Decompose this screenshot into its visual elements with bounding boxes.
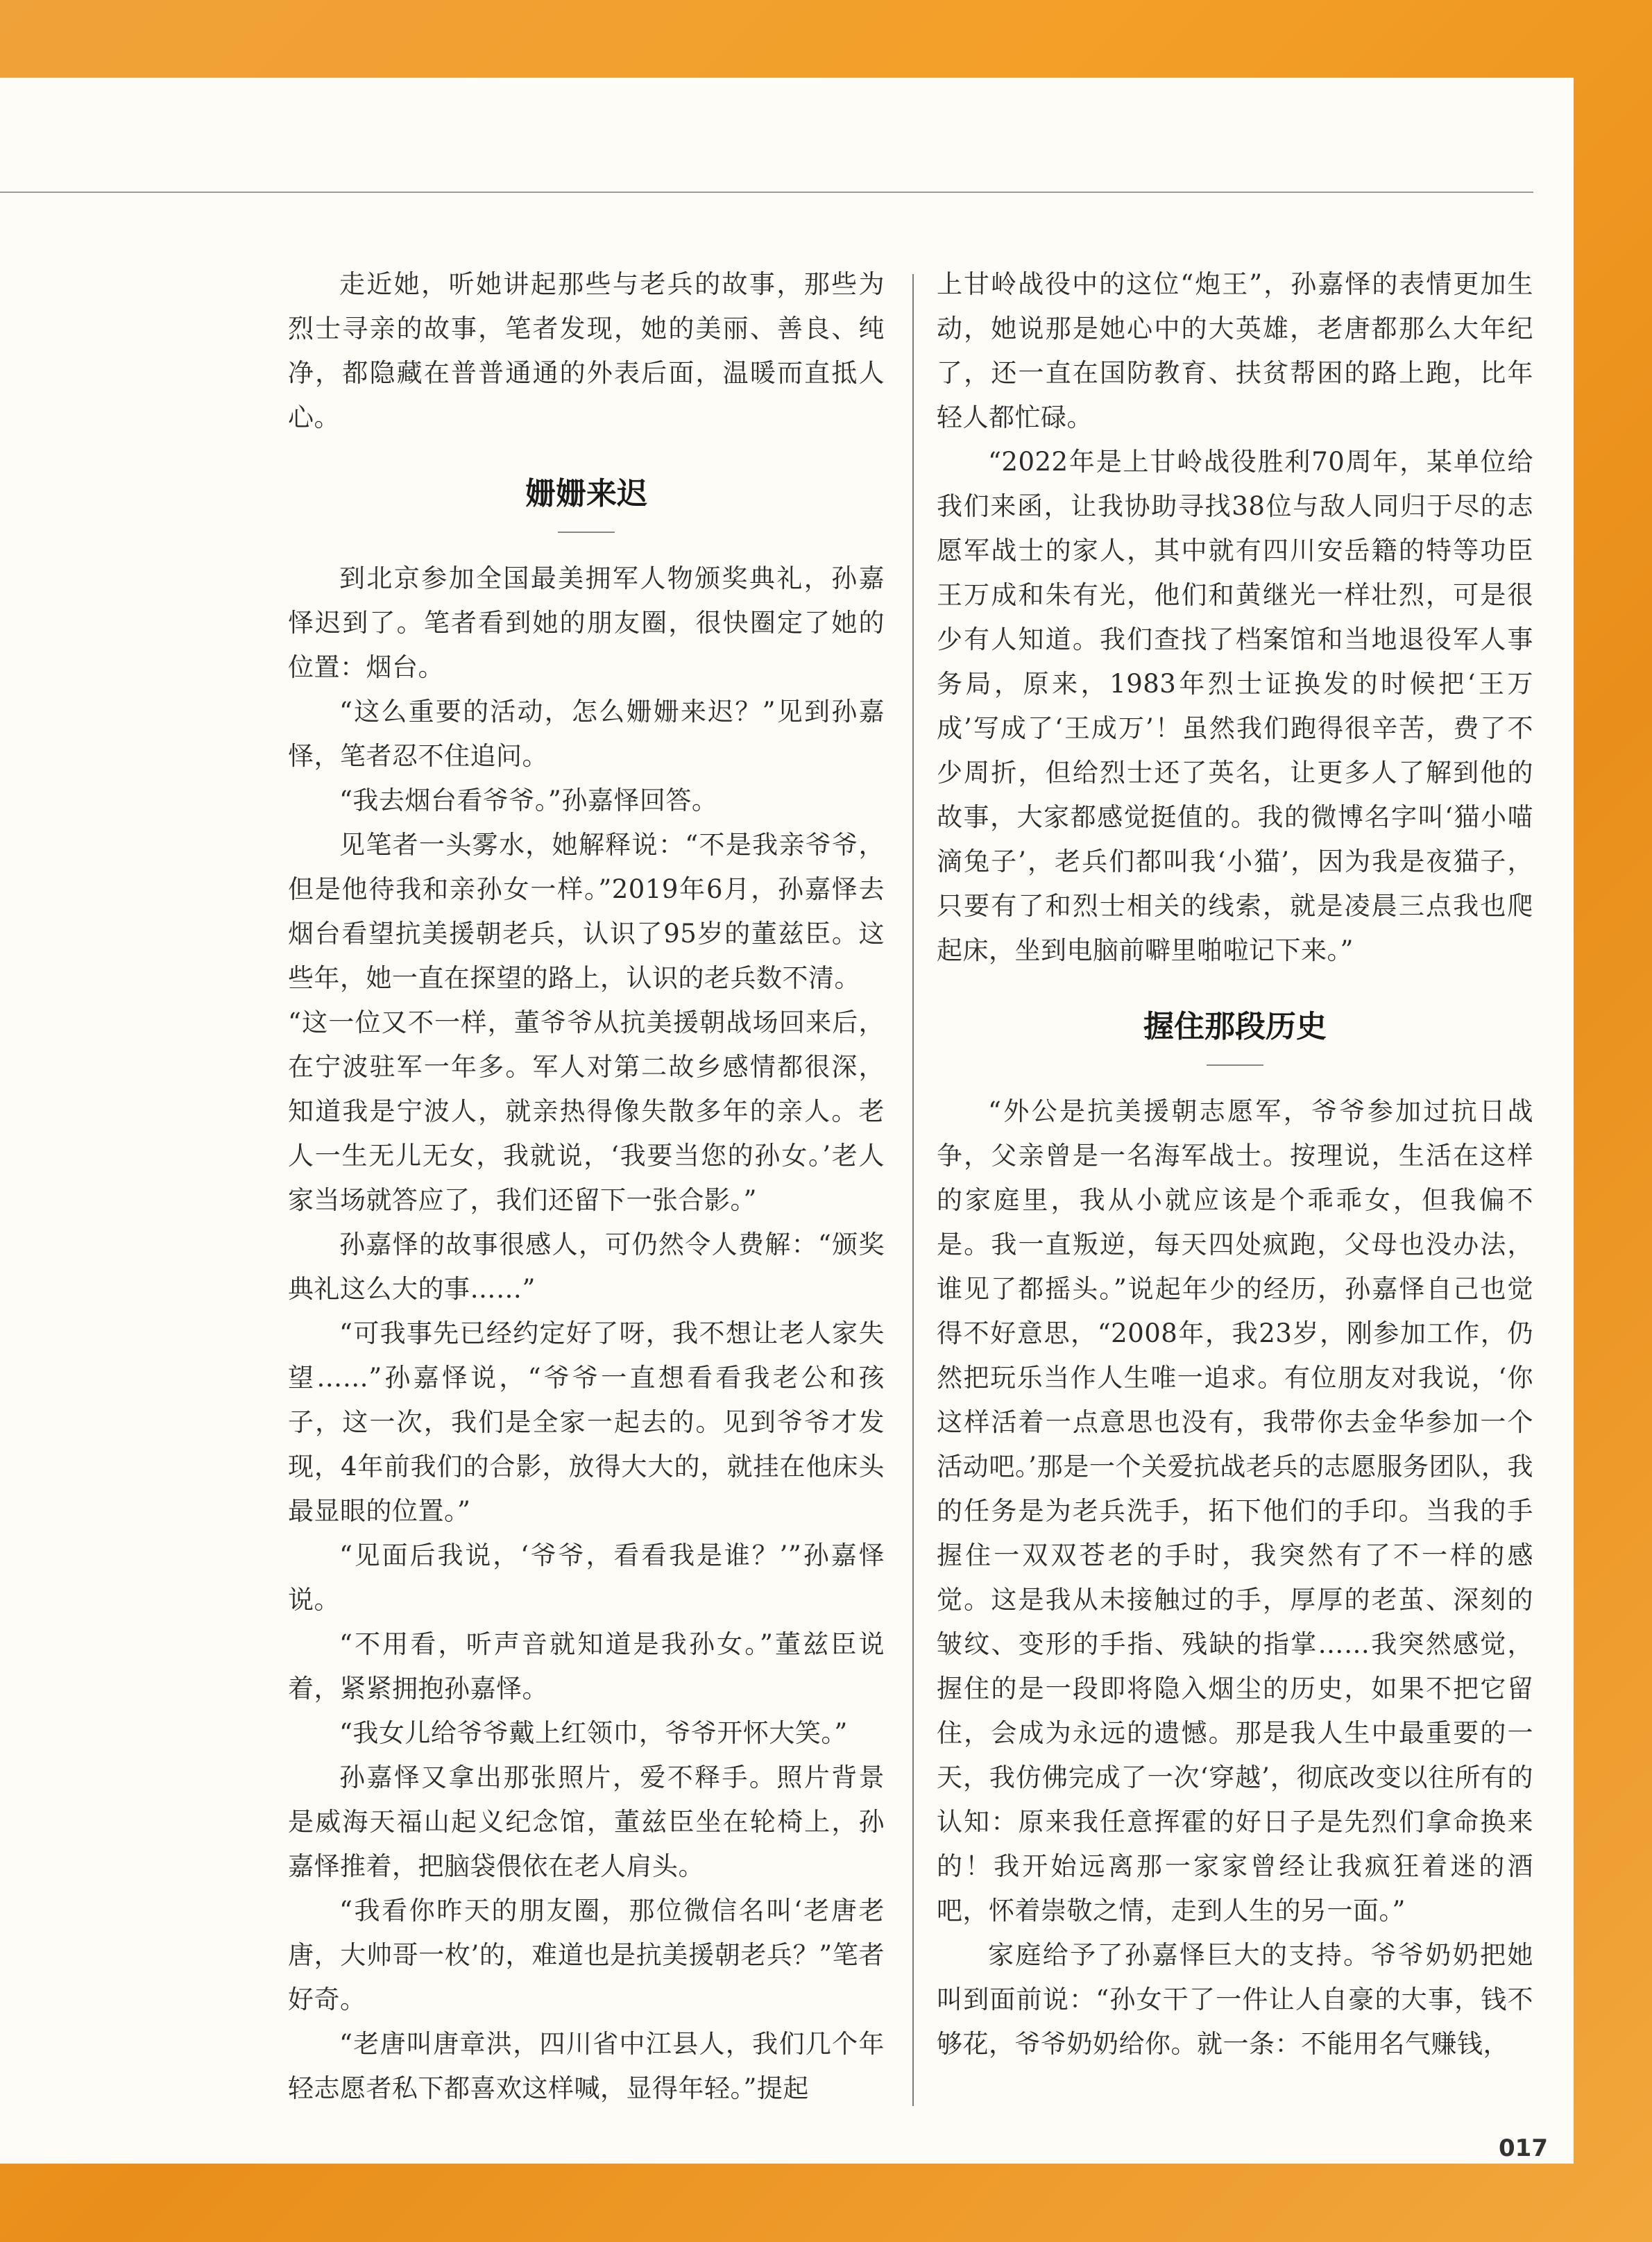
heading-underline (558, 532, 615, 533)
right-column (937, 262, 1533, 2066)
paragraph: “我去烟台看爷爷。”孙嘉怿回答。 (339, 785, 718, 815)
section-heading-block (288, 472, 885, 536)
paragraph: 到北京参加全国最美拥军人物颁奖典礼，孙嘉怿迟到了。笔者看到她的朋友圈，很快圈定了她的位置：烟台。 (288, 563, 885, 682)
intro-paragraph: 走近她，听她讲起那些与老兵的故事，那些为烈士寻亲的故事，笔者发现，她的美丽、善良、纯净，都隐藏在普普通通的外表后面，温暖而直抵人心。 (288, 269, 885, 432)
paragraph: “我看你昨天的朋友圈，那位微信名叫‘老唐老唐，大帅哥一枚’的，难道也是抗美援朝老兵？”笔者好奇。 (288, 1896, 885, 2014)
paragraph: “2022年是上甘岭战役胜利70周年，某单位给我们来函，让我协助寻找38位与敌人同归于尽的志愿军战士的家人，其中就有四川安岳籍的特等功臣王万成和朱有光，他们和黄继光一样壮烈，可是很少有人知道。我们查找了档案馆和当地退役军人事务局，原来，1983年烈士证换发的时候把‘王万成’写成了‘王成万’！虽然我们跑得很辛苦，费了不少周折，但给烈士还了英名，让更多人了解到他的故事，大家都感觉挺值的。我的微博名字叫‘猫小喵滴兔子’，老兵们都叫我‘小猫’，因为我是夜猫子，只要有了和烈士相关的线索，就是凌晨三点我也爬起床，坐到电脑前噼里啪啦记下来。” (937, 447, 1533, 965)
header-rule (0, 192, 1533, 193)
section-heading-block (937, 1005, 1533, 1069)
paragraph: “我女儿给爷爷戴上红领巾，爷爷开怀大笑。” (339, 1718, 848, 1748)
heading-underline (1207, 1064, 1263, 1066)
paragraph: 见笔者一头雾水，她解释说：“不是我亲爷爷，但是他待我和亲孙女一样。”2019年6月，孙嘉怿去烟台看望抗美援朝老兵，认识了95岁的董兹臣。这些年，她一直在探望的路上，认识的老兵数不清。 (288, 830, 885, 993)
continued-paragraph: 上甘岭战役中的这位“炮王”，孙嘉怿的表情更加生动，她说那是她心中的大英雄，老唐都那么大年纪了，还一直在国防教育、扶贫帮困的路上跑，比年轻人都忙碌。 (937, 269, 1533, 432)
paragraph: 家庭给予了孙嘉怿巨大的支持。爷爷奶奶把她叫到面前说：“孙女干了一件让人自豪的大事，钱不够花，爷爷奶奶给你。就一条：不能用名气赚钱， (937, 1940, 1533, 2059)
section-heading: 姗姗来迟 (525, 476, 647, 511)
paragraph: 孙嘉怿的故事很感人，可仍然令人费解：“颁奖典礼这么大的事……” (288, 1230, 885, 1304)
left-column (288, 262, 885, 2111)
column-divider (912, 274, 914, 2106)
paragraph: “可我事先已经约定好了呀，我不想让老人家失望……”孙嘉怿说，“爷爷一直想看看我老公和孩子，这一次，我们是全家一起去的。见到爷爷才发现，4年前我们的合影，放得大大的，就挂在他床头最显眼的位置。” (288, 1318, 885, 1526)
paragraph: 孙嘉怿又拿出那张照片，爱不释手。照片背景是威海天福山起义纪念馆，董兹臣坐在轮椅上，孙嘉怿推着，把脑袋偎依在老人肩头。 (288, 1763, 885, 1881)
paragraph: “这么重要的活动，怎么姗姗来迟？”见到孙嘉怿，笔者忍不住追问。 (288, 697, 885, 771)
paragraph: “老唐叫唐章洪，四川省中江县人，我们几个年轻志愿者私下都喜欢这样喊，显得年轻。”提起 (288, 2029, 885, 2103)
paragraph: “这一位又不一样，董爷爷从抗美援朝战场回来后，在宁波驻军一年多。军人对第二故乡感情都很深，知道我是宁波人，就亲热得像失散多年的亲人。老人一生无儿无女，我就说，‘我要当您的孙女。’老人家当场就答应了，我们还留下一张合影。” (288, 1008, 885, 1215)
paragraph: “不用看，听声音就知道是我孙女。”董兹臣说着，紧紧拥抱孙嘉怿。 (288, 1629, 885, 1704)
page-number: 017 (1499, 2134, 1548, 2162)
section-heading: 握住那段历史 (1143, 1009, 1327, 1044)
paragraph: “见面后我说，‘爷爷，看看我是谁？’”孙嘉怿说。 (288, 1540, 885, 1615)
paragraph: “外公是抗美援朝志愿军，爷爷参加过抗日战争，父亲曾是一名海军战士。按理说，生活在这样的家庭里，我从小就应该是个乖乖女，但我偏不是。我一直叛逆，每天四处疯跑，父母也没办法，谁见了都摇头。”说起年少的经历，孙嘉怿自己也觉得不好意思，“2008年，我23岁，刚参加工作，仍然把玩乐当作人生唯一追求。有位朋友对我说，‘你这样活着一点意思也没有，我带你去金华参加一个活动吧。’那是一个关爱抗战老兵的志愿服务团队，我的任务是为老兵洗手，拓下他们的手印。当我的手握住一双双苍老的手时，我突然有了不一样的感觉。这是我从未接触过的手，厚厚的老茧、深刻的皱纹、变形的手指、残缺的指掌……我突然感觉，握住的是一段即将隐入烟尘的历史，如果不把它留住，会成为永远的遗憾。那是我人生中最重要的一天，我仿佛完成了一次‘穿越’，彻底改变以往所有的认知：原来我任意挥霍的好日子是先烈们拿命换来的！我开始远离那一家家曾经让我疯狂着迷的酒吧，怀着崇敬之情，走到人生的另一面。” (937, 1096, 1533, 1926)
